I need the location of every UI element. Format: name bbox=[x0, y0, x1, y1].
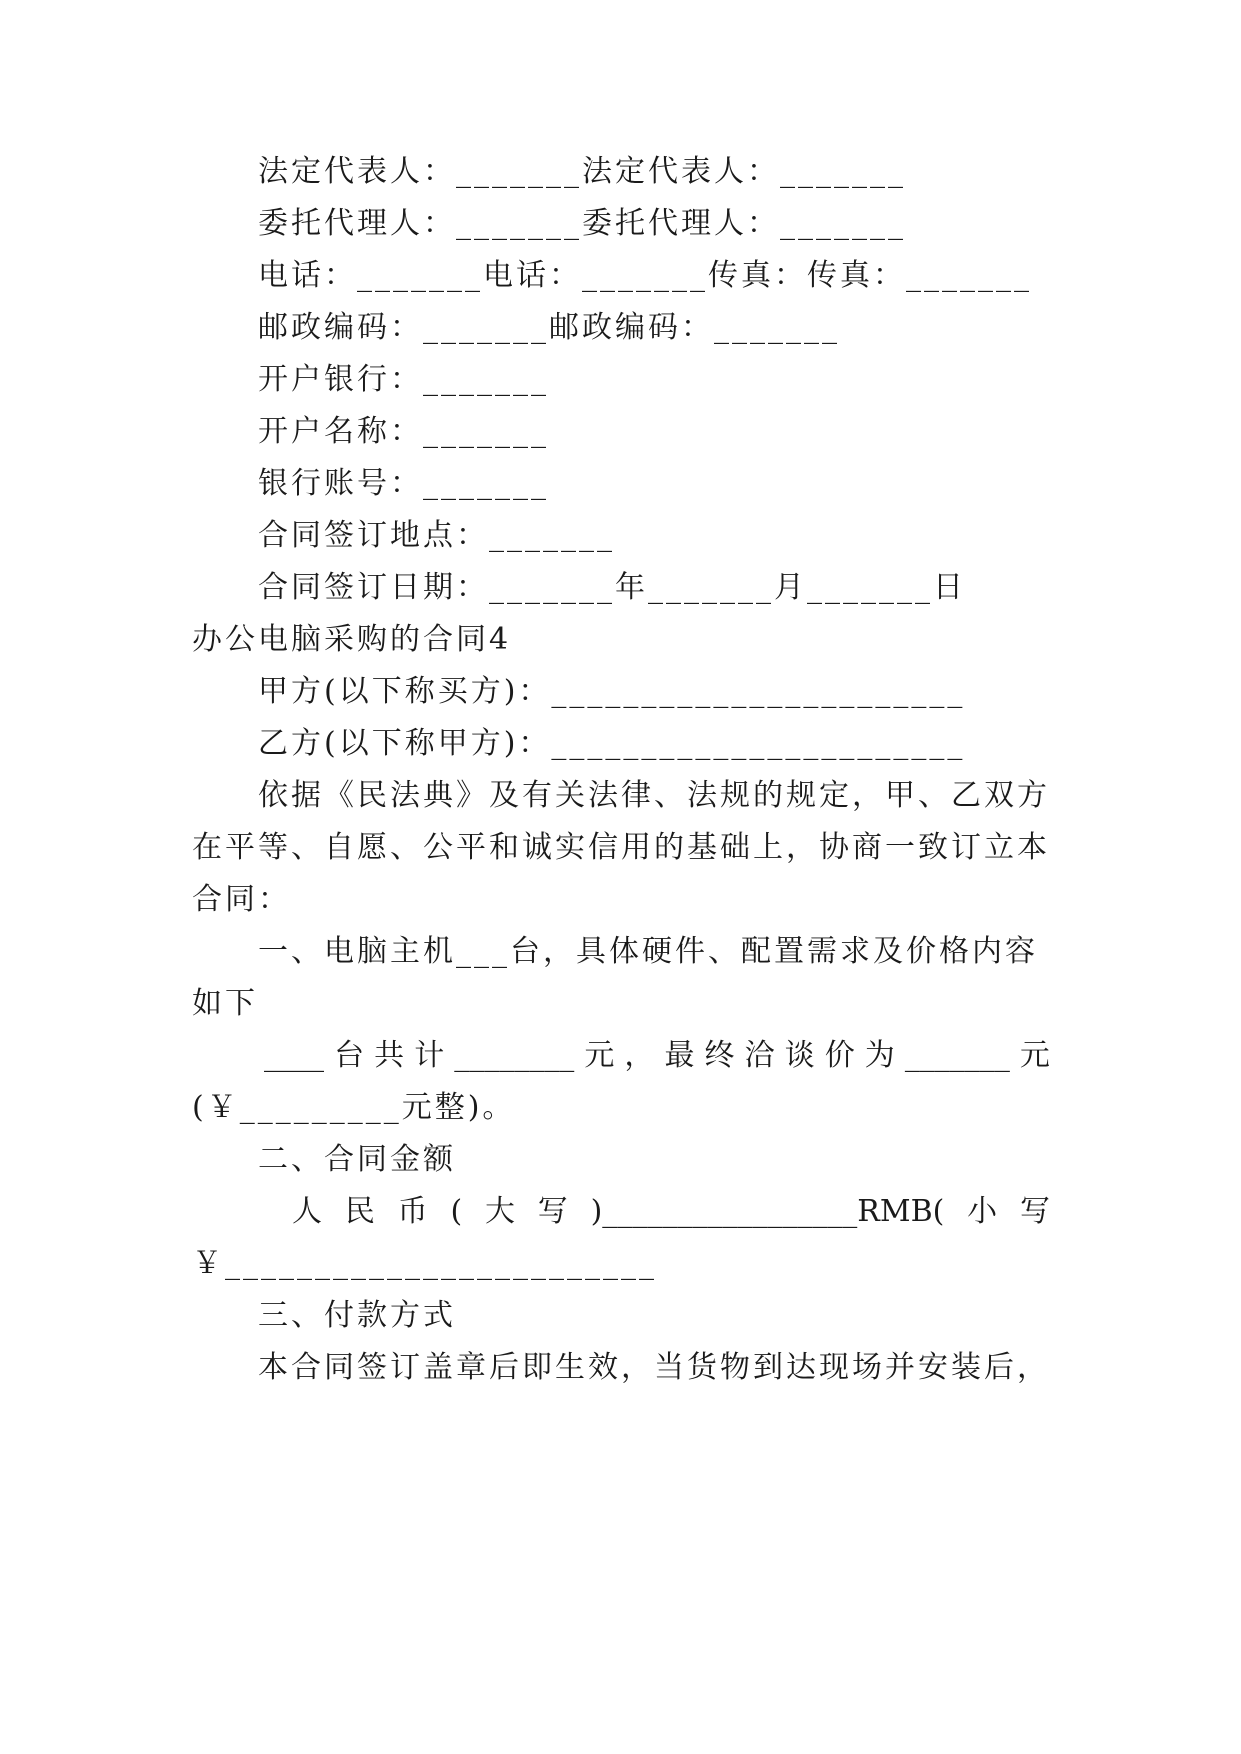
amount-token: ( bbox=[450, 1194, 463, 1229]
bank-name-line: 开户银行：_______ bbox=[258, 362, 549, 397]
payment-terms-line: 本合同签订盖章后即生效，当货物到达现场并安装后， bbox=[258, 1350, 1050, 1385]
price-token: 终 bbox=[704, 1038, 735, 1073]
clause-1-continued: 如下 bbox=[192, 986, 258, 1021]
price-token: _______ bbox=[904, 1038, 1010, 1073]
price-token: 元 bbox=[584, 1038, 615, 1073]
price-token: 元 bbox=[1019, 1038, 1050, 1073]
amount-token: 币 bbox=[397, 1194, 428, 1229]
price-token: ， bbox=[624, 1038, 655, 1073]
postal-code-line: 邮政编码：_______邮政编码：_______ bbox=[258, 310, 840, 345]
clause-3-heading: 三、付款方式 bbox=[258, 1298, 456, 1333]
amount-token: 人 bbox=[292, 1194, 322, 1229]
clause-1-line: 一、电脑主机___台，具体硬件、配置需求及价格内容 bbox=[258, 934, 1038, 969]
party-a-line: 甲方(以下称买方)：_______________________ bbox=[258, 674, 966, 709]
price-token: 最 bbox=[664, 1038, 695, 1073]
preamble-line-2: 在平等、自愿、公平和诚实信用的基础上，协商一致订立本 bbox=[192, 830, 1050, 865]
price-token: 谈 bbox=[784, 1038, 815, 1073]
clause-2-heading: 二、合同金额 bbox=[258, 1142, 456, 1177]
preamble-line-3: 合同： bbox=[192, 882, 291, 917]
amount-token: 大 bbox=[484, 1194, 515, 1229]
amount-token: )_________________RMB( bbox=[590, 1194, 945, 1229]
legal-representative-line: 法定代表人：_______法定代表人：_______ bbox=[258, 154, 906, 189]
authorized-agent-line: 委托代理人：_______委托代理人：_______ bbox=[258, 206, 906, 241]
price-token: 计 bbox=[414, 1038, 445, 1073]
amount-figure-line: ￥________________________ bbox=[192, 1246, 657, 1281]
price-token: 台 bbox=[334, 1038, 365, 1073]
phone-fax-line: 电话：_______电话：_______传真：传真：_______ bbox=[258, 258, 1032, 293]
amount-token: 民 bbox=[344, 1194, 375, 1229]
contract-heading: 办公电脑采购的合同4 bbox=[192, 622, 512, 657]
signing-place-line: 合同签订地点：_______ bbox=[258, 518, 615, 553]
price-token: 为 bbox=[864, 1038, 895, 1073]
price-token: 共 bbox=[374, 1038, 405, 1073]
price-token: 洽 bbox=[744, 1038, 775, 1073]
price-token: ________ bbox=[454, 1038, 575, 1073]
price-line bbox=[192, 1038, 1050, 1073]
signing-date-line: 合同签订日期：_______年_______月_______日 bbox=[258, 570, 966, 605]
amount-token: 写 bbox=[1019, 1194, 1050, 1229]
price-token: 价 bbox=[824, 1038, 855, 1073]
amount-line bbox=[192, 1194, 1050, 1229]
price-amount-line: (￥_________元整)。 bbox=[192, 1090, 516, 1125]
party-b-line: 乙方(以下称甲方)：_______________________ bbox=[258, 726, 966, 761]
account-name-line: 开户名称：_______ bbox=[258, 414, 549, 449]
bank-account-line: 银行账号：_______ bbox=[258, 466, 549, 501]
preamble-line-1: 依据《民法典》及有关法律、法规的规定，甲、乙双方 bbox=[258, 778, 1050, 813]
amount-token: 小 bbox=[967, 1194, 998, 1229]
amount-token: 写 bbox=[537, 1194, 568, 1229]
price-token: ____ bbox=[264, 1038, 324, 1073]
